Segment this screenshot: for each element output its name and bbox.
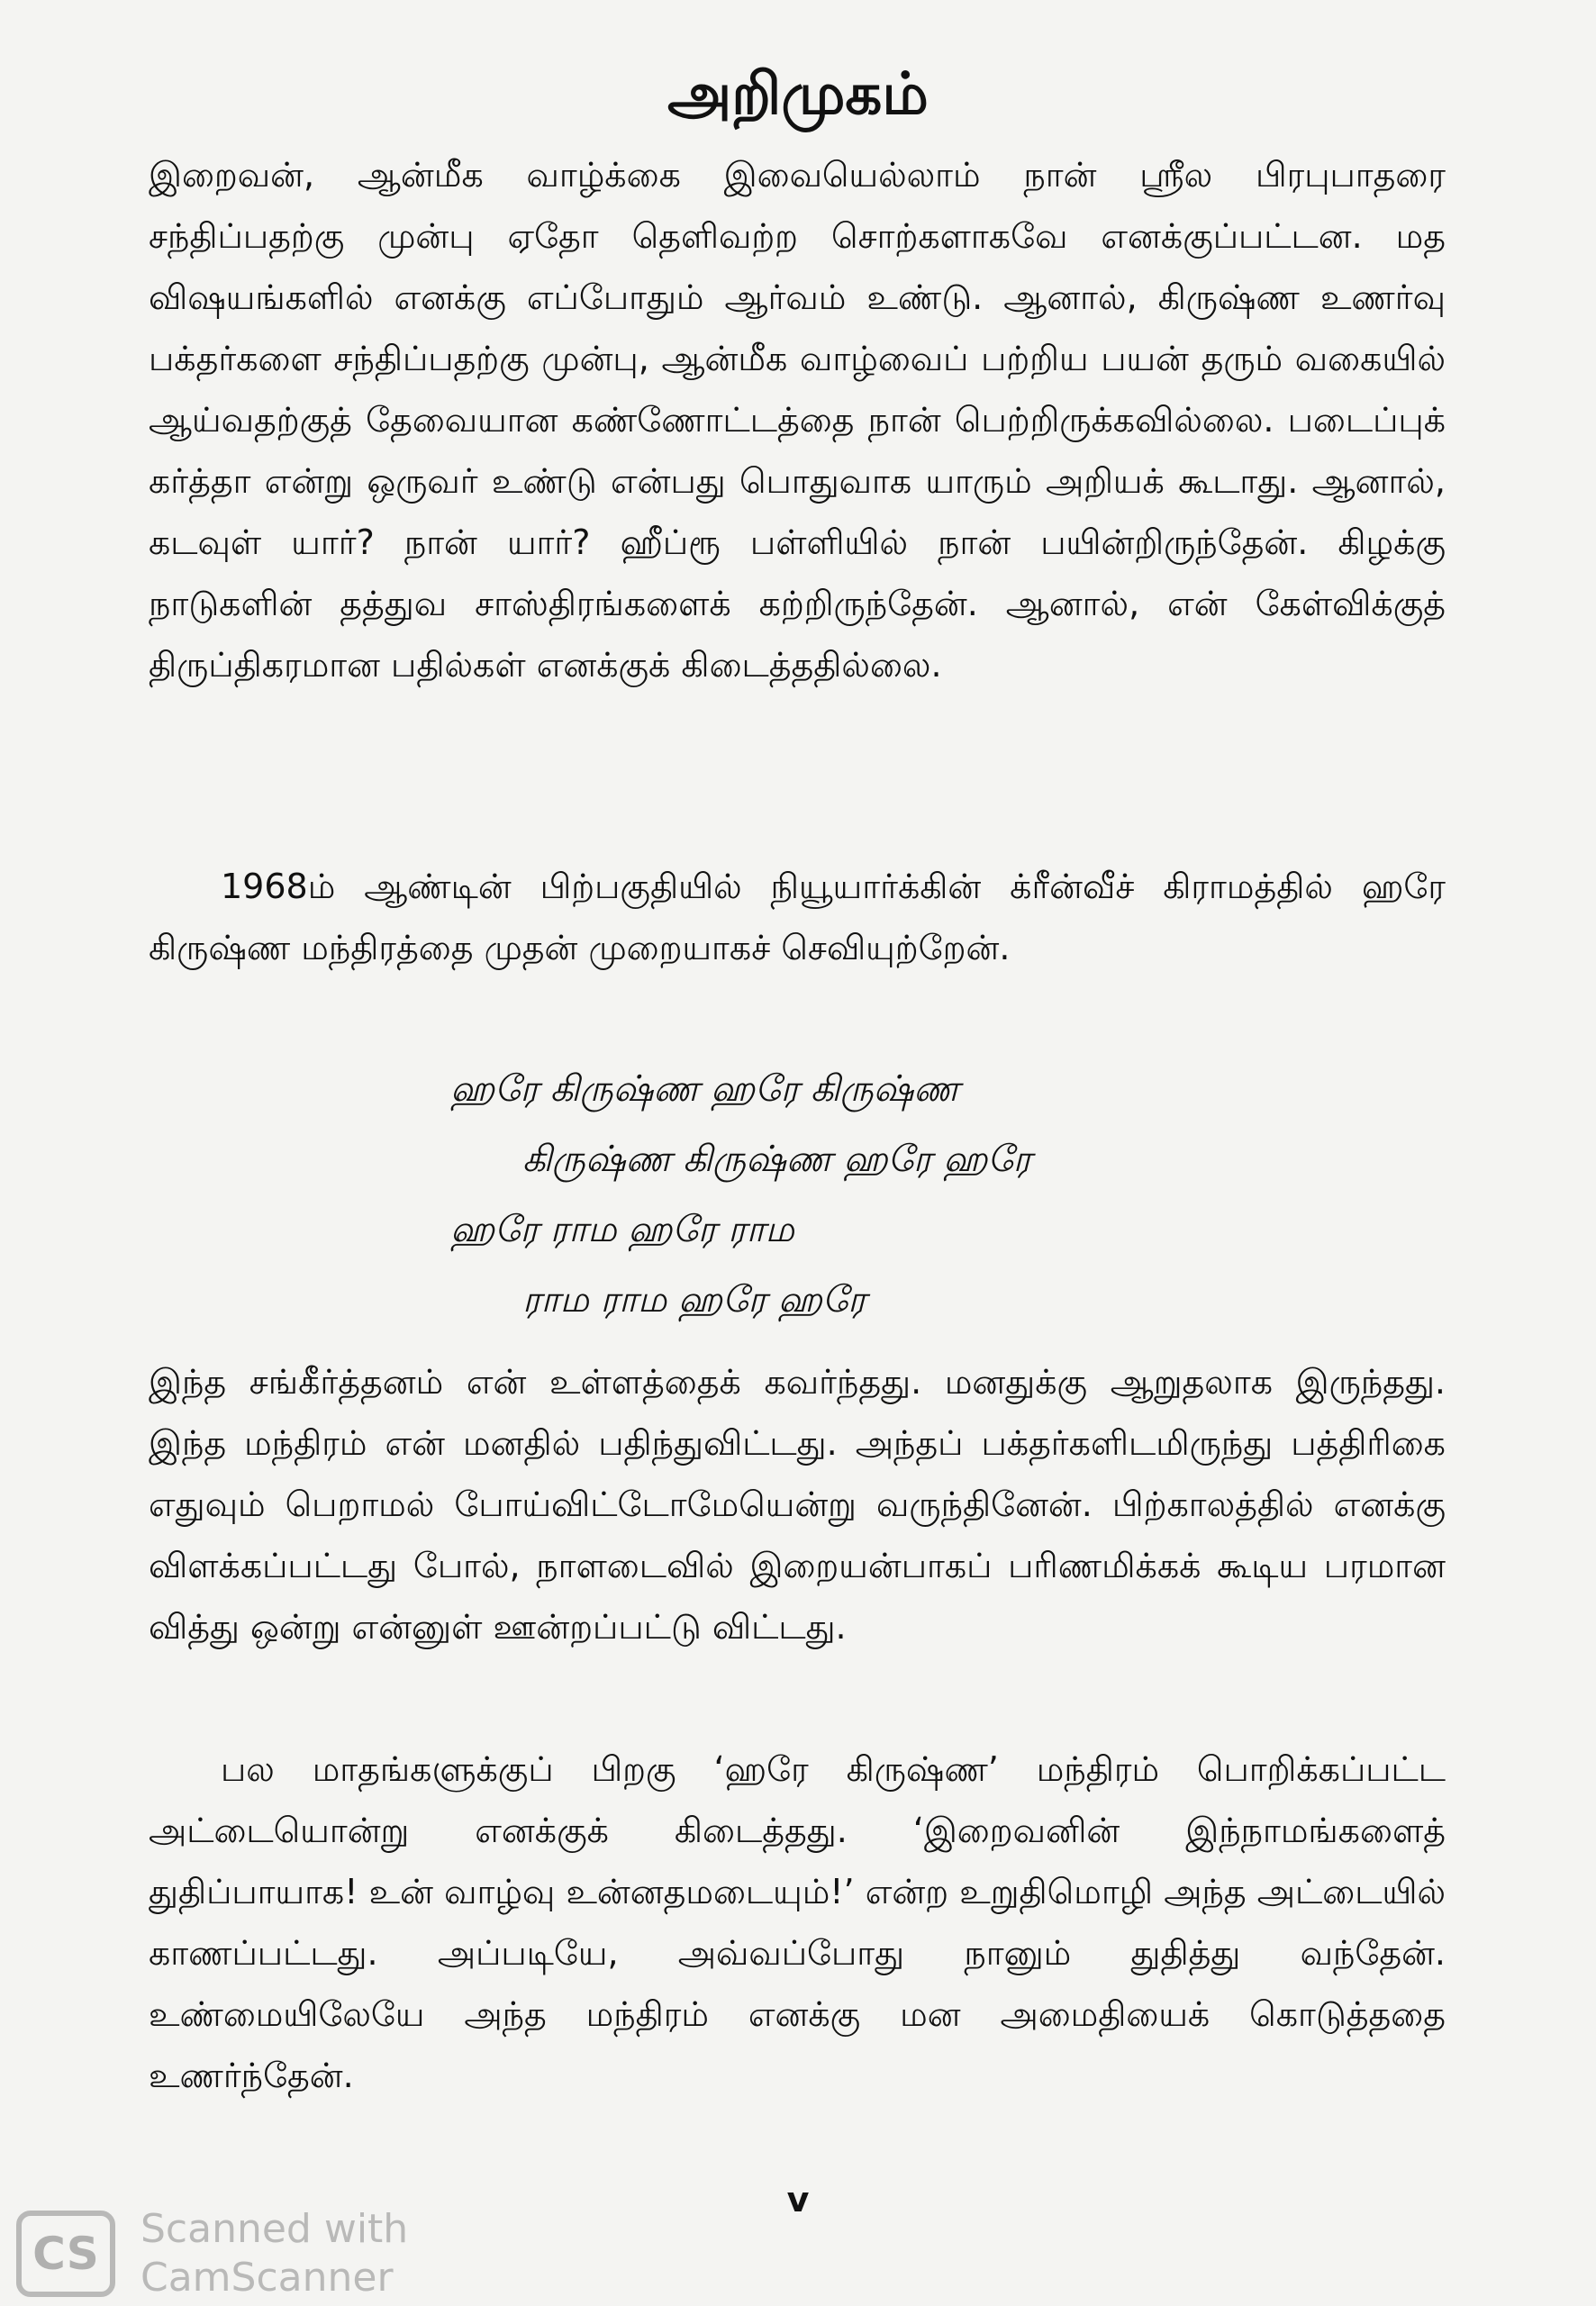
paragraph-3: இந்த சங்கீர்த்தனம் என் உள்ளத்தைக் கவர்ந்தது. மனதுக்கு ஆறுதலாக இருந்தது. இந்த மந்திரம் என் மனதில் பதிந்துவிட்டது. அந்தப் பக்தர்களிடமிருந்து பத்திரிகை எதுவும் பெறாமல் போய்விட்டோமேயென்று வருந்தினேன். பிற்காலத்தில் எனக்கு விளக்கப்பட்டது போல், நாளடைவில் இறையன்பாகப் பரிணமிக்கக் கூடிய பரமான வித்து ஒன்று என்னுள் ஊன்றப்பட்டு விட்டது. <box>149 1362 1446 1647</box>
verse-line-3: ஹரே ராம ஹரே ராம <box>450 1209 794 1250</box>
page-title: அறிமுகம் <box>667 61 929 128</box>
page-number: v <box>786 2180 810 2220</box>
watermark-text <box>141 2205 408 2302</box>
paragraph-2: 1968ம் ஆண்டின் பிற்பகுதியில் நியூயார்க்கின் க்ரீன்வீச் கிராமத்தில் ஹரே கிருஷ்ண மந்திரத்தை முதன் முறையாகச் செவியுற்றேன். <box>149 867 1446 967</box>
camscanner-logo-icon: CS <box>16 2211 115 2297</box>
camscanner-watermark <box>16 2205 408 2302</box>
paragraph-1: இறைவன், ஆன்மீக வாழ்க்கை இவையெல்லாம் நான் ஸ்ரீல பிரபுபாதரை சந்திப்பதற்கு முன்பு ஏதோ தெளிவற்ற சொற்களாகவே எனக்குப்பட்டன. மத விஷயங்களில் எனக்கு எப்போதும் ஆர்வம் உண்டு. ஆனால், கிருஷ்ண உணர்வு பக்தர்களை சந்திப்பதற்கு முன்பு, ஆன்மீக வாழ்வைப் பற்றிய பயன் தரும் வகையில் ஆய்வதற்குத் தேவையான கண்ணோட்டத்தை நான் பெற்றிருக்கவில்லை. படைப்புக் கர்த்தா என்று ஒருவர் உண்டு என்பது பொதுவாக யாரும் அறியக் கூடாது. ஆனால், கடவுள் யார்? நான் யார்? ஹீப்ரூ பள்ளியில் நான் பயின்றிருந்தேன். கிழக்கு நாடுகளின் தத்துவ சாஸ்திரங்களைக் கற்றிருந்தேன். ஆனால், என் கேள்விக்குத் திருப்திகரமான பதில்கள் எனக்குக் கிடைத்ததில்லை. <box>149 155 1446 685</box>
mantra-verse <box>450 1054 1261 1335</box>
watermark-line-1: Scanned with <box>141 2206 409 2252</box>
watermark-line-2: CamScanner <box>141 2255 394 2301</box>
verse-line-4: ராம ராம ஹரே ஹரே <box>522 1279 866 1321</box>
verse-line-2: கிருஷ்ண கிருஷ்ண ஹரே ஹரே <box>522 1139 1032 1180</box>
verse-line-1: ஹரே கிருஷ்ண ஹரே கிருஷ்ண <box>450 1068 960 1110</box>
paragraph-4: பல மாதங்களுக்குப் பிறகு ‘ஹரே கிருஷ்ண’ மந்திரம் பொறிக்கப்பட்ட அட்டையொன்று எனக்குக் கிடைத்தது. ‘இறைவனின் இந்நாமங்களைத் துதிப்பாயாக! உன் வாழ்வு உன்னதமடையும்!’ என்ற உறுதிமொழி அந்த அட்டையில் காணப்பட்டது. அப்படியே, அவ்வப்போது நானும் துதித்து வந்தேன். உண்மையிலேயே அந்த மந்திரம் எனக்கு மன அமைதியைக் கொடுத்ததை உணர்ந்தேன். <box>149 1749 1446 2095</box>
